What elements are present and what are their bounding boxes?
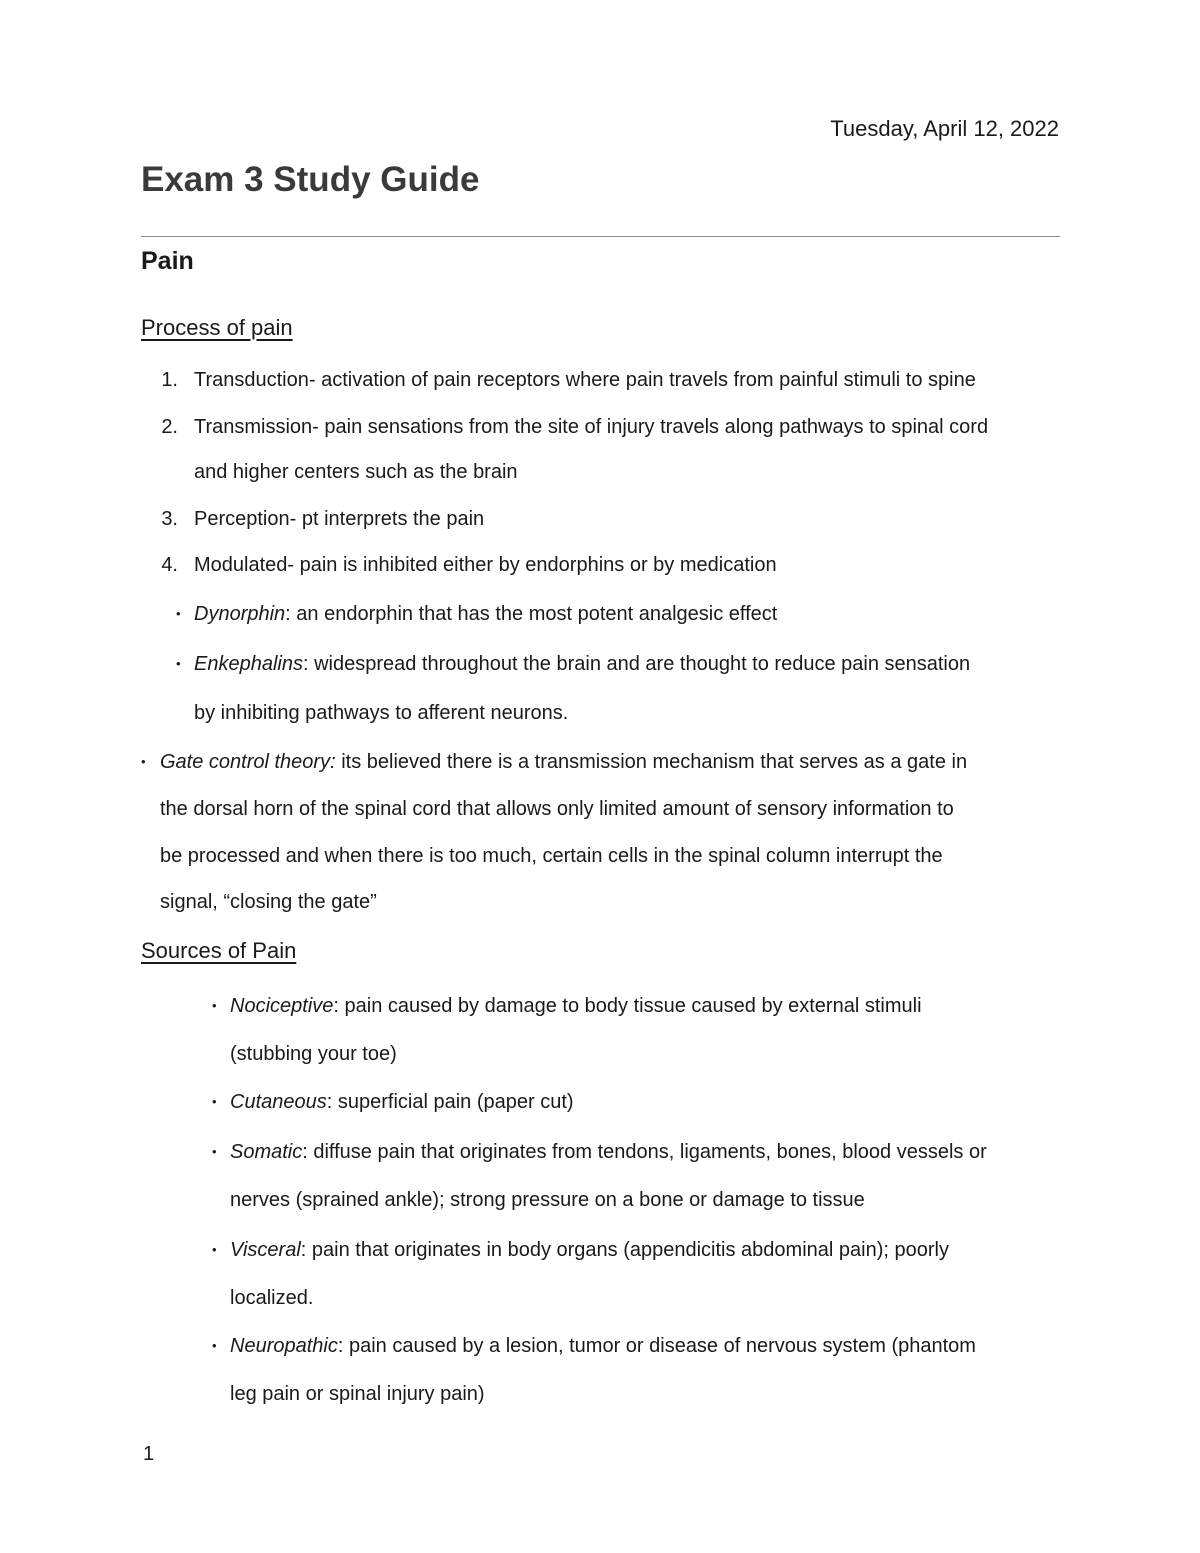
list-text-continued: (stubbing your toe)	[230, 1043, 397, 1065]
page-number: 1	[143, 1443, 155, 1465]
list-text-continued: signal, “closing the gate”	[160, 891, 377, 913]
list-text-continued: the dorsal horn of the spinal cord that allows only limited amount of sensory information to	[160, 798, 954, 820]
term-somatic: Somatic	[230, 1141, 303, 1163]
term-definition: its believed there is a transmission mechanism that serves as a gate in	[335, 751, 968, 773]
list-text: Modulated- pain is inhibited either by endorphins or by medication	[194, 554, 777, 576]
list-text-continued: and higher centers such as the brain	[194, 461, 518, 483]
term-definition: : pain caused by a lesion, tumor or disease of nervous system (phantom	[337, 1335, 976, 1357]
list-text	[230, 994, 922, 1018]
list-text	[230, 1238, 949, 1262]
term-cutaneous: Cutaneous	[230, 1091, 327, 1113]
term-definition: : an endorphin that has the most potent analgesic effect	[285, 603, 778, 625]
list-text: Transduction- activation of pain receptors where pain travels from painful stimuli to spine	[194, 369, 976, 391]
list-number: 1.	[161, 369, 178, 391]
list-text-continued: by inhibiting pathways to afferent neurons.	[194, 702, 569, 724]
list-text	[194, 652, 970, 676]
term-definition: : widespread throughout the brain and are thought to reduce pain sensation	[302, 653, 971, 675]
bullet-icon: •	[212, 1338, 217, 1353]
list-text	[160, 750, 967, 774]
list-text-continued: nerves (sprained ankle); strong pressure on a bone or damage to tissue	[230, 1189, 865, 1211]
list-text	[230, 1334, 976, 1358]
term-nociceptive: Nociceptive	[230, 995, 334, 1017]
term-definition: : superficial pain (paper cut)	[326, 1091, 574, 1113]
subheading-process-of-pain: Process of pain	[141, 315, 293, 340]
bullet-icon: •	[141, 754, 146, 769]
list-number: 4.	[161, 554, 178, 576]
term-visceral: Visceral	[230, 1239, 301, 1261]
term-neuropathic: Neuropathic	[230, 1335, 338, 1357]
section-heading-pain: Pain	[141, 247, 194, 275]
term-definition: : pain that originates in body organs (appendicitis abdominal pain); poorly	[300, 1239, 949, 1261]
term-dynorphin: Dynorphin	[194, 603, 286, 625]
document-title: Exam 3 Study Guide	[141, 160, 480, 199]
bullet-icon: •	[212, 998, 217, 1013]
bullet-icon: •	[176, 656, 181, 671]
list-text: Transmission- pain sensations from the site of injury travels along pathways to spinal cord	[194, 416, 989, 438]
list-text-continued: leg pain or spinal injury pain)	[230, 1383, 485, 1405]
term-gate-control-theory: Gate control theory:	[160, 751, 336, 773]
list-text: Perception- pt interprets the pain	[194, 508, 485, 530]
list-number: 3.	[161, 508, 178, 530]
document-date: Tuesday, April 12, 2022	[830, 116, 1059, 141]
list-number: 2.	[161, 416, 178, 438]
bullet-icon: •	[176, 606, 181, 621]
term-definition: : pain caused by damage to body tissue caused by external stimuli	[333, 995, 922, 1017]
term-enkephalins: Enkephalins	[194, 653, 303, 675]
title-divider	[141, 236, 1060, 237]
subheading-sources-of-pain: Sources of Pain	[141, 938, 297, 963]
list-text	[194, 602, 777, 626]
list-text-continued: be processed and when there is too much, certain cells in the spinal column interrupt the	[160, 845, 943, 867]
bullet-icon: •	[212, 1144, 217, 1159]
list-text	[230, 1090, 574, 1114]
term-definition: : diffuse pain that originates from tendons, ligaments, bones, blood vessels or	[302, 1141, 987, 1163]
bullet-icon: •	[212, 1242, 217, 1257]
list-text-continued: localized.	[230, 1287, 314, 1309]
list-text	[230, 1140, 987, 1164]
bullet-icon: •	[212, 1094, 217, 1109]
